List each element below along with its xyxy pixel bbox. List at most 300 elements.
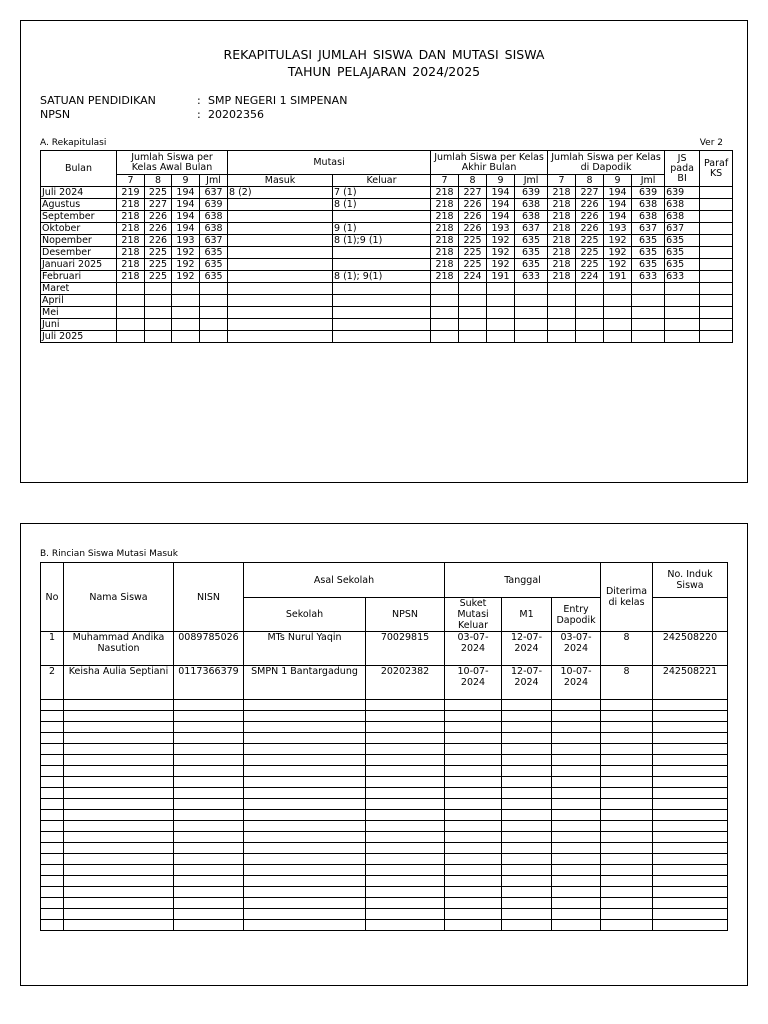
empty-cell bbox=[366, 909, 445, 920]
cell-awal: 194 bbox=[172, 199, 200, 211]
empty-cell bbox=[552, 909, 601, 920]
empty-cell bbox=[41, 788, 64, 799]
rekap-table bbox=[40, 150, 733, 343]
cell-keluar: 8 (1) bbox=[333, 199, 431, 211]
empty-row bbox=[41, 799, 728, 810]
empty-cell bbox=[653, 766, 728, 777]
cell-awal: 194 bbox=[172, 211, 200, 223]
rekap-row bbox=[41, 295, 733, 307]
empty-row bbox=[41, 865, 728, 876]
empty-cell bbox=[445, 832, 502, 843]
cell-akhir: 635 bbox=[515, 247, 548, 259]
cell-dapodik bbox=[576, 283, 604, 295]
cell-js-bi: 638 bbox=[665, 211, 700, 223]
empty-cell bbox=[64, 821, 174, 832]
empty-cell bbox=[366, 832, 445, 843]
empty-cell bbox=[64, 777, 174, 788]
empty-cell bbox=[174, 755, 244, 766]
cell-awal bbox=[172, 295, 200, 307]
empty-cell bbox=[41, 733, 64, 744]
subheader-akhir-1: 8 bbox=[459, 175, 487, 187]
cell-dapodik: 192 bbox=[604, 259, 632, 271]
empty-cell bbox=[174, 821, 244, 832]
empty-cell bbox=[601, 832, 653, 843]
cell-paraf bbox=[700, 235, 733, 247]
empty-cell bbox=[653, 711, 728, 722]
empty-cell bbox=[445, 909, 502, 920]
cell-awal: 225 bbox=[145, 259, 172, 271]
header-nama: Nama Siswa bbox=[64, 563, 174, 632]
empty-row bbox=[41, 909, 728, 920]
cell-keluar bbox=[333, 307, 431, 319]
empty-cell bbox=[366, 722, 445, 733]
cell-awal: 194 bbox=[172, 187, 200, 199]
cell-akhir bbox=[515, 331, 548, 343]
cell-awal bbox=[200, 331, 228, 343]
empty-cell bbox=[244, 744, 366, 755]
empty-cell bbox=[244, 766, 366, 777]
empty-cell bbox=[41, 810, 64, 821]
cell-paraf bbox=[700, 307, 733, 319]
empty-cell bbox=[653, 865, 728, 876]
empty-cell bbox=[653, 854, 728, 865]
empty-cell bbox=[244, 920, 366, 931]
empty-row bbox=[41, 700, 728, 711]
cell-dapodik: 226 bbox=[576, 211, 604, 223]
empty-cell bbox=[64, 832, 174, 843]
cell-akhir: 226 bbox=[459, 211, 487, 223]
cell-dapodik: 218 bbox=[548, 247, 576, 259]
empty-cell bbox=[244, 722, 366, 733]
cell-keluar: 8 (1);9 (1) bbox=[333, 235, 431, 247]
cell-dapodik bbox=[604, 319, 632, 331]
empty-cell bbox=[366, 755, 445, 766]
empty-cell bbox=[653, 755, 728, 766]
rekap-row bbox=[41, 211, 733, 223]
cell-nama: Keisha Aulia Septiani bbox=[64, 666, 174, 700]
cell-dapodik: 218 bbox=[548, 259, 576, 271]
empty-cell bbox=[366, 898, 445, 909]
cell-akhir bbox=[431, 319, 459, 331]
subheader-dapodik-0: 7 bbox=[548, 175, 576, 187]
empty-cell bbox=[41, 821, 64, 832]
cell-js-bi bbox=[665, 295, 700, 307]
subheader-keluar: Keluar bbox=[333, 175, 431, 187]
cell-akhir: 226 bbox=[459, 223, 487, 235]
cell-js-bi: 635 bbox=[665, 259, 700, 271]
subheader-akhir-0: 7 bbox=[431, 175, 459, 187]
empty-cell bbox=[64, 733, 174, 744]
cell-dapodik: 191 bbox=[604, 271, 632, 283]
empty-cell bbox=[174, 876, 244, 887]
empty-cell bbox=[244, 898, 366, 909]
cell-awal: 218 bbox=[117, 235, 145, 247]
empty-cell bbox=[174, 865, 244, 876]
cell-awal bbox=[117, 295, 145, 307]
cell-dapodik: 193 bbox=[604, 223, 632, 235]
header-diterima: Diterima di kelas bbox=[601, 563, 653, 632]
cell-npsn: 20202382 bbox=[366, 666, 445, 700]
cell-js-bi bbox=[665, 319, 700, 331]
cell-dapodik: 638 bbox=[632, 199, 665, 211]
cell-dapodik: 635 bbox=[632, 259, 665, 271]
rekap-row bbox=[41, 187, 733, 199]
empty-cell bbox=[601, 898, 653, 909]
empty-cell bbox=[64, 722, 174, 733]
cell-awal: 194 bbox=[172, 223, 200, 235]
cell-bulan: Juli 2025 bbox=[41, 331, 117, 343]
empty-cell bbox=[366, 876, 445, 887]
satuan-label: SATUAN PENDIDIKAN bbox=[40, 94, 156, 107]
empty-cell bbox=[601, 821, 653, 832]
empty-cell bbox=[244, 799, 366, 810]
empty-cell bbox=[502, 821, 552, 832]
cell-paraf bbox=[700, 271, 733, 283]
empty-cell bbox=[502, 810, 552, 821]
empty-cell bbox=[445, 810, 502, 821]
cell-bulan: Nopember bbox=[41, 235, 117, 247]
cell-awal: 193 bbox=[172, 235, 200, 247]
empty-cell bbox=[366, 700, 445, 711]
empty-cell bbox=[552, 755, 601, 766]
cell-akhir: 193 bbox=[487, 223, 515, 235]
cell-dapodik bbox=[604, 283, 632, 295]
empty-cell bbox=[502, 722, 552, 733]
cell-awal: 225 bbox=[145, 271, 172, 283]
empty-cell bbox=[445, 799, 502, 810]
cell-dapodik: 218 bbox=[548, 187, 576, 199]
subheader-masuk: Masuk bbox=[228, 175, 333, 187]
cell-awal: 638 bbox=[200, 211, 228, 223]
cell-awal bbox=[200, 283, 228, 295]
empty-cell bbox=[244, 854, 366, 865]
doc-title: REKAPITULASI JUMLAH SISWA DAN MUTASI SISWA bbox=[223, 47, 545, 62]
empty-cell bbox=[601, 920, 653, 931]
empty-cell bbox=[174, 722, 244, 733]
empty-cell bbox=[653, 700, 728, 711]
cell-akhir bbox=[459, 307, 487, 319]
empty-row bbox=[41, 766, 728, 777]
cell-dapodik bbox=[576, 319, 604, 331]
cell-awal: 218 bbox=[117, 211, 145, 223]
cell-bulan: Juni bbox=[41, 319, 117, 331]
cell-dapodik: 639 bbox=[632, 187, 665, 199]
cell-entry: 10-07-2024 bbox=[552, 666, 601, 700]
cell-bulan: Maret bbox=[41, 283, 117, 295]
empty-cell bbox=[244, 755, 366, 766]
rekap-row bbox=[41, 259, 733, 271]
cell-masuk bbox=[228, 199, 333, 211]
empty-cell bbox=[445, 700, 502, 711]
section-b-title: B. Rincian Siswa Mutasi Masuk bbox=[40, 549, 178, 559]
empty-cell bbox=[552, 744, 601, 755]
cell-akhir: 218 bbox=[431, 259, 459, 271]
cell-awal bbox=[145, 295, 172, 307]
header-mutasi: Mutasi bbox=[228, 151, 431, 175]
rekap-row bbox=[41, 223, 733, 235]
cell-masuk bbox=[228, 319, 333, 331]
cell-akhir: 633 bbox=[515, 271, 548, 283]
cell-akhir: 191 bbox=[487, 271, 515, 283]
header-npsn: NPSN bbox=[366, 598, 445, 632]
empty-cell bbox=[502, 909, 552, 920]
cell-masuk: 8 (2) bbox=[228, 187, 333, 199]
cell-induk: 242508220 bbox=[653, 632, 728, 666]
empty-cell bbox=[653, 920, 728, 931]
cell-entry: 03-07-2024 bbox=[552, 632, 601, 666]
empty-cell bbox=[41, 722, 64, 733]
cell-keluar: 7 (1) bbox=[333, 187, 431, 199]
empty-cell bbox=[366, 821, 445, 832]
empty-cell bbox=[445, 755, 502, 766]
cell-awal: 218 bbox=[117, 247, 145, 259]
cell-keluar bbox=[333, 295, 431, 307]
cell-awal bbox=[117, 307, 145, 319]
satuan-value: SMP NEGERI 1 SIMPENAN bbox=[208, 94, 348, 107]
cell-awal: 218 bbox=[117, 199, 145, 211]
empty-cell bbox=[41, 909, 64, 920]
cell-masuk bbox=[228, 331, 333, 343]
cell-awal: 192 bbox=[172, 259, 200, 271]
cell-dapodik: 194 bbox=[604, 211, 632, 223]
page-rincian bbox=[20, 523, 748, 986]
empty-cell bbox=[366, 854, 445, 865]
empty-cell bbox=[502, 887, 552, 898]
cell-akhir bbox=[487, 295, 515, 307]
empty-cell bbox=[64, 865, 174, 876]
cell-induk: 242508221 bbox=[653, 666, 728, 700]
empty-cell bbox=[445, 876, 502, 887]
empty-cell bbox=[174, 810, 244, 821]
empty-cell bbox=[445, 920, 502, 931]
cell-awal bbox=[172, 319, 200, 331]
empty-cell bbox=[601, 700, 653, 711]
empty-row bbox=[41, 821, 728, 832]
cell-paraf bbox=[700, 247, 733, 259]
cell-akhir bbox=[515, 283, 548, 295]
cell-dapodik bbox=[632, 307, 665, 319]
cell-bulan: April bbox=[41, 295, 117, 307]
section-a-title: A. Rekapitulasi bbox=[40, 138, 107, 148]
empty-row bbox=[41, 920, 728, 931]
cell-no: 2 bbox=[41, 666, 64, 700]
cell-akhir: 218 bbox=[431, 271, 459, 283]
cell-akhir: 639 bbox=[515, 187, 548, 199]
empty-cell bbox=[445, 843, 502, 854]
empty-cell bbox=[653, 810, 728, 821]
cell-akhir: 635 bbox=[515, 235, 548, 247]
cell-dapodik bbox=[604, 307, 632, 319]
empty-cell bbox=[502, 755, 552, 766]
cell-js-bi: 638 bbox=[665, 199, 700, 211]
empty-cell bbox=[174, 920, 244, 931]
empty-cell bbox=[366, 843, 445, 854]
cell-dapodik: 226 bbox=[576, 199, 604, 211]
cell-awal bbox=[117, 331, 145, 343]
cell-keluar bbox=[333, 211, 431, 223]
empty-cell bbox=[41, 887, 64, 898]
cell-bulan: Februari bbox=[41, 271, 117, 283]
cell-paraf bbox=[700, 223, 733, 235]
cell-dapodik: 227 bbox=[576, 187, 604, 199]
cell-sekolah: MTs Nurul Yaqin bbox=[244, 632, 366, 666]
empty-cell bbox=[653, 788, 728, 799]
cell-dapodik: 218 bbox=[548, 223, 576, 235]
empty-cell bbox=[445, 865, 502, 876]
empty-cell bbox=[64, 744, 174, 755]
npsn-colon: : bbox=[197, 108, 201, 121]
empty-row bbox=[41, 832, 728, 843]
cell-akhir: 218 bbox=[431, 211, 459, 223]
cell-nisn: 0089785026 bbox=[174, 632, 244, 666]
empty-cell bbox=[64, 766, 174, 777]
cell-dapodik bbox=[548, 295, 576, 307]
cell-akhir bbox=[431, 307, 459, 319]
empty-cell bbox=[64, 876, 174, 887]
cell-dapodik bbox=[632, 283, 665, 295]
header-no: No bbox=[41, 563, 64, 632]
cell-akhir: 225 bbox=[459, 247, 487, 259]
cell-awal bbox=[117, 319, 145, 331]
cell-npsn: 70029815 bbox=[366, 632, 445, 666]
cell-awal: 192 bbox=[172, 271, 200, 283]
empty-cell bbox=[41, 777, 64, 788]
empty-cell bbox=[445, 898, 502, 909]
header-awal-bulan: Jumlah Siswa per Kelas Awal Bulan bbox=[117, 151, 228, 175]
cell-awal bbox=[200, 319, 228, 331]
empty-cell bbox=[552, 700, 601, 711]
cell-awal bbox=[145, 319, 172, 331]
header-paraf: Paraf KS bbox=[700, 151, 733, 187]
cell-dapodik bbox=[548, 331, 576, 343]
subheader-awal-1: 8 bbox=[145, 175, 172, 187]
empty-cell bbox=[174, 733, 244, 744]
cell-bulan: Januari 2025 bbox=[41, 259, 117, 271]
cell-keluar bbox=[333, 283, 431, 295]
empty-cell bbox=[653, 898, 728, 909]
cell-masuk bbox=[228, 223, 333, 235]
empty-cell bbox=[601, 909, 653, 920]
cell-dapodik bbox=[576, 295, 604, 307]
empty-row bbox=[41, 810, 728, 821]
cell-js-bi: 637 bbox=[665, 223, 700, 235]
empty-cell bbox=[41, 744, 64, 755]
cell-dapodik: 638 bbox=[632, 211, 665, 223]
cell-no: 1 bbox=[41, 632, 64, 666]
cell-akhir bbox=[431, 331, 459, 343]
empty-cell bbox=[601, 876, 653, 887]
empty-cell bbox=[41, 832, 64, 843]
empty-cell bbox=[41, 799, 64, 810]
empty-cell bbox=[552, 733, 601, 744]
empty-cell bbox=[552, 876, 601, 887]
cell-awal: 635 bbox=[200, 271, 228, 283]
cell-akhir: 227 bbox=[459, 187, 487, 199]
cell-suket: 03-07-2024 bbox=[445, 632, 502, 666]
empty-cell bbox=[601, 810, 653, 821]
empty-row bbox=[41, 854, 728, 865]
cell-akhir bbox=[431, 295, 459, 307]
cell-dapodik bbox=[604, 295, 632, 307]
cell-dapodik bbox=[548, 307, 576, 319]
cell-akhir: 192 bbox=[487, 259, 515, 271]
empty-cell bbox=[64, 810, 174, 821]
empty-cell bbox=[601, 887, 653, 898]
cell-bulan: Agustus bbox=[41, 199, 117, 211]
cell-akhir bbox=[459, 319, 487, 331]
cell-akhir: 218 bbox=[431, 187, 459, 199]
cell-bulan: Juli 2024 bbox=[41, 187, 117, 199]
empty-cell bbox=[552, 865, 601, 876]
cell-m1: 12-07-2024 bbox=[502, 632, 552, 666]
cell-js-bi: 639 bbox=[665, 187, 700, 199]
cell-dapodik bbox=[576, 307, 604, 319]
subheader-awal-0: 7 bbox=[117, 175, 145, 187]
empty-cell bbox=[64, 854, 174, 865]
header-dapodik: Jumlah Siswa per Kelas di Dapodik bbox=[548, 151, 665, 175]
cell-paraf bbox=[700, 295, 733, 307]
cell-akhir: 224 bbox=[459, 271, 487, 283]
empty-cell bbox=[174, 777, 244, 788]
cell-dapodik bbox=[548, 283, 576, 295]
cell-akhir: 635 bbox=[515, 259, 548, 271]
cell-awal: 192 bbox=[172, 247, 200, 259]
empty-cell bbox=[41, 711, 64, 722]
subheader-akhir-2: 9 bbox=[487, 175, 515, 187]
empty-cell bbox=[366, 766, 445, 777]
header-suket: Suket Mutasi Keluar bbox=[445, 598, 502, 632]
cell-awal bbox=[145, 331, 172, 343]
empty-cell bbox=[502, 898, 552, 909]
cell-awal bbox=[145, 307, 172, 319]
cell-akhir bbox=[459, 295, 487, 307]
empty-cell bbox=[653, 733, 728, 744]
cell-js-bi bbox=[665, 283, 700, 295]
cell-js-bi: 635 bbox=[665, 235, 700, 247]
cell-dapodik: 635 bbox=[632, 235, 665, 247]
empty-cell bbox=[502, 920, 552, 931]
empty-cell bbox=[653, 799, 728, 810]
cell-dapodik bbox=[604, 331, 632, 343]
empty-cell bbox=[244, 865, 366, 876]
cell-akhir: 192 bbox=[487, 247, 515, 259]
cell-dapodik: 194 bbox=[604, 187, 632, 199]
rincian-table bbox=[40, 562, 728, 931]
npsn-value: 20202356 bbox=[208, 108, 264, 121]
cell-akhir: 638 bbox=[515, 211, 548, 223]
empty-cell bbox=[64, 788, 174, 799]
empty-row bbox=[41, 755, 728, 766]
empty-cell bbox=[366, 711, 445, 722]
cell-awal: 226 bbox=[145, 223, 172, 235]
empty-cell bbox=[174, 788, 244, 799]
cell-akhir bbox=[515, 319, 548, 331]
empty-cell bbox=[445, 788, 502, 799]
cell-awal bbox=[117, 283, 145, 295]
cell-dapodik: 224 bbox=[576, 271, 604, 283]
empty-cell bbox=[174, 744, 244, 755]
doc-subtitle: TAHUN PELAJARAN 2024/2025 bbox=[287, 64, 481, 79]
empty-cell bbox=[366, 799, 445, 810]
cell-kelas: 8 bbox=[601, 666, 653, 700]
cell-keluar bbox=[333, 319, 431, 331]
empty-cell bbox=[601, 865, 653, 876]
empty-cell bbox=[653, 832, 728, 843]
cell-awal: 218 bbox=[117, 223, 145, 235]
cell-masuk bbox=[228, 211, 333, 223]
cell-awal: 635 bbox=[200, 247, 228, 259]
header-induk: No. Induk Siswa bbox=[653, 563, 728, 598]
